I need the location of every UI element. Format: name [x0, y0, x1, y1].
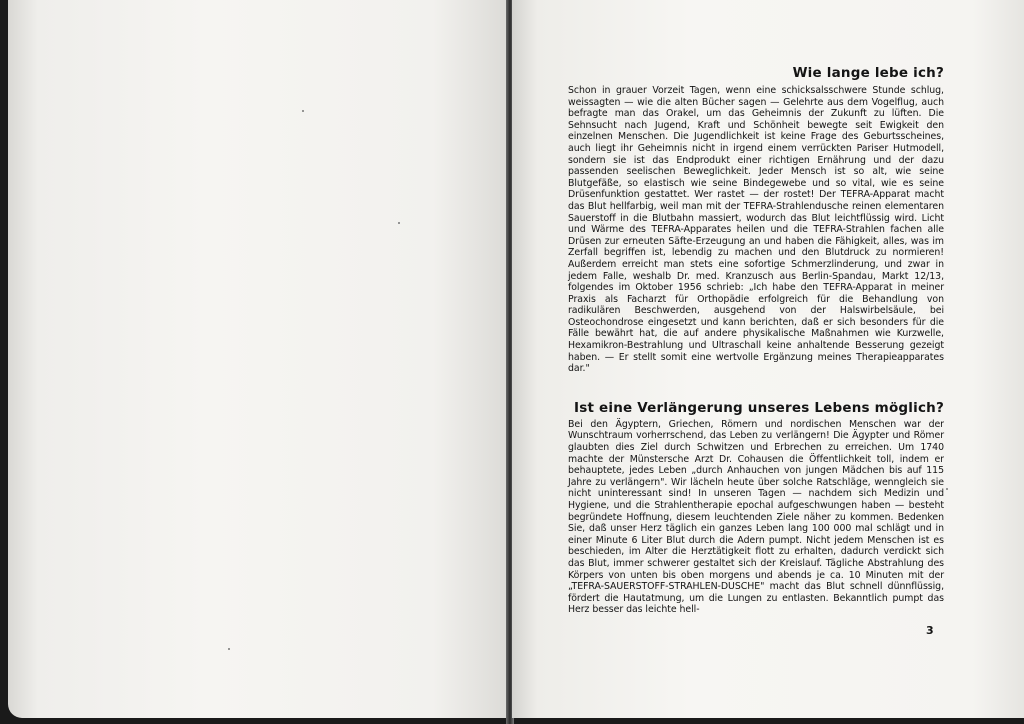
section-heading-wie-lange: Wie lange lebe ich?	[792, 65, 944, 81]
section-heading-verlaengerung: Ist eine Verlängerung unseres Lebens möglich?	[574, 399, 944, 416]
section-text-wie-lange: Schon in grauer Vorzeit Tagen, wenn eine schicksalsschwere Stunde schlug, weissagten — wie die alten Bücher sagen — Gelehrte aus dem Vogelflug, auch befragte man das Orakel, um das Geheimnis der Zukunft zu lüften. Die Sehnsucht nach Jugend, Kraft und Schönheit bewegte seit Ewigkeit den einzelnen Menschen. Die Jugendlichkeit ist keine Frage des Geburtsscheines, auch liegt ihr Geheimnis nicht in irgend einem verrückten Pariser Hutmodell, sondern sie ist das Endprodukt einer richtigen Ernährung und der dazu passenden seelischen Beweglichkeit. Jeder Mensch ist so alt, wie seine Blutgefäße, so elastisch wie seine Bindegewebe und so vital, wie es seine Drüsenfunktion gestattet. Wer rastet — der rostet! Der TEFRA-Apparat macht das Blut hellfarbig, weil man mit der TEFRA-Strahlendusche reinen elementaren Sauerstoff in die Blutbahn massiert, wodurch das Blut leichtflüssig wird. Licht und Wärme des TEFRA-Apparates heilen und die TEFRA-Strahlen fachen alle Drüsen zur erneuten Säfte-Erzeugung an und haben die Fähigkeit, alles, was im Zerfall begriffen ist, lebendig zu machen und den Blutdruck zu normieren! Außerdem erreicht man stets eine sofortige Schmerzlinderung, und zwar in jedem Falle, weshalb Dr. med. Kranzusch aus Berlin-Spandau, Markt 12/13, folgendes im Oktober 1956 schrieb: „Ich habe den TEFRA-Apparat in meiner Praxis als Facharzt für Orthopädie erfolgreich für die Behandlung von radikulären Beschwerden, ausgehend von der Halswirbelsäule, bei Osteochondrose eingesetzt und kann berichten, daß er sich besonders für die Fälle bewährt hat, die auf andere physikalische Maßnahmen wie Kurzwelle, Hexamikron-Bestrahlung und Ultraschall keine anhaltende Besserung gezeigt haben. — Er stellt somit eine wertvolle Ergänzung meines Therapieapparates dar."	[568, 85, 944, 375]
paper-speck	[946, 488, 948, 490]
paper-speck	[228, 648, 230, 650]
left-page-blank	[8, 0, 508, 718]
paper-speck	[398, 222, 400, 224]
article	[568, 64, 944, 616]
paper-speck	[302, 110, 304, 112]
section-text-verlaengerung: Bei den Ägyptern, Griechen, Römern und nordischen Menschen war der Wunschtraum vorherrschend, das Leben zu verlängern! Die Ägypter und Römer glaubten dies Ziel durch Schwitzen und Erbrechen zu erreichen. Um 1740 machte der Münstersche Arzt Dr. Cohausen die Öffentlichkeit toll, indem er behauptete, jedes Leben „durch Anhauchen von jungen Mädchen bis auf 115 Jahre zu verlängern". Wir lächeln heute über solche Ratschläge, wenngleich sie nicht uninteressant sind! In unseren Tagen — nachdem sich Medizin und Hygiene, und die Strahlentherapie epochal aufgeschwungen haben — besteht begründete Hoffnung, diesem leuchtenden Ziele näher zu kommen. Bedenken Sie, daß unser Herz täglich ein ganzes Leben lang 100 000 mal schlägt und in einer Minute 6 Liter Blut durch die Adern pumpt. Nicht jedem Menschen ist es beschieden, im Alter die Herztätigkeit flott zu erhalten, dadurch verdickt sich das Blut, immer schwerer gestaltet sich der Kreislauf. Tägliche Abstrahlung des Körpers von unten bis oben morgens und abends je ca. 10 Minuten mit der „TEFRA-SAUERSTOFF-STRAHLEN-DUSCHE" macht das Blut schnell dünnflüssig, fördert die Hautatmung, um die Lungen zu entlasten. Bekanntlich pumpt das Herz besser das leichte hell-	[568, 418, 944, 616]
page-number: 3	[926, 624, 934, 637]
